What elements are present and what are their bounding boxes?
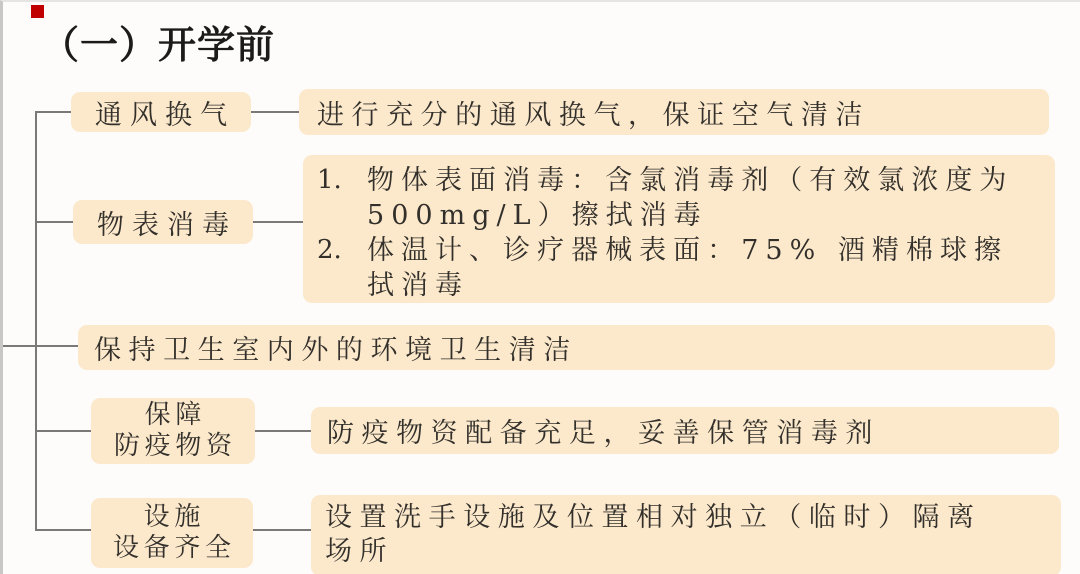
node-epidemic-supplies-label-line2: 防疫物资 xyxy=(113,431,237,461)
connector-row2-left xyxy=(35,221,73,223)
desc-epidemic-supplies-text: 防疫物资配备充足，妥善保管消毒剂 xyxy=(327,418,880,449)
desc-surface-disinfection xyxy=(303,155,1055,303)
list-item xyxy=(317,233,1043,303)
node-ventilation-label: 通风换气 xyxy=(94,99,236,131)
connector-row2-right xyxy=(253,221,303,223)
page-title: （一）开学前 xyxy=(41,25,276,67)
connector-row5-right xyxy=(253,529,311,531)
connector-row5-left xyxy=(35,529,91,531)
list-item-text: 物体表面消毒：含氯消毒剂（有效氯浓度为 500mg/L）擦拭消毒 xyxy=(367,165,1014,231)
node-facilities-label-line1: 设施 xyxy=(143,502,206,532)
desc-facilities-line1: 设置洗手设施及位置相对独立（临时）隔离 xyxy=(325,502,982,533)
desc-ventilation-text: 进行充分的通风换气，保证空气清洁 xyxy=(317,99,870,131)
node-epidemic-supplies xyxy=(91,398,255,464)
node-facilities xyxy=(91,498,253,568)
desc-facilities-line2: 场所 xyxy=(325,536,395,567)
desc-epidemic-supplies xyxy=(311,407,1059,454)
tree-root-line xyxy=(3,345,78,347)
desc-ventilation xyxy=(299,89,1049,135)
node-surface-disinfection xyxy=(73,200,253,244)
node-surface-disinfection-label: 物表消毒 xyxy=(96,209,238,241)
node-environment-clean xyxy=(78,325,1055,370)
list-item-text: 体温计、诊疗器械表面：75% 酒精棉球擦 拭消毒 xyxy=(367,235,1008,301)
connector-row4-left xyxy=(35,430,91,432)
connector-row4-right xyxy=(255,430,311,432)
node-ventilation xyxy=(71,92,251,132)
connector-row1-right xyxy=(251,111,299,113)
connector-row1-left xyxy=(35,111,71,113)
tree-trunk-line xyxy=(35,111,37,531)
list-item xyxy=(317,163,1043,233)
node-facilities-label-line2: 设备齐全 xyxy=(112,533,236,563)
list-item-number: 2. xyxy=(317,235,342,265)
desc-facilities xyxy=(311,495,1061,574)
list-item-number: 1. xyxy=(317,165,342,195)
node-environment-clean-label: 保持卫生室内外的环境卫生清洁 xyxy=(94,335,578,366)
node-epidemic-supplies-label-line1: 保障 xyxy=(144,400,207,430)
